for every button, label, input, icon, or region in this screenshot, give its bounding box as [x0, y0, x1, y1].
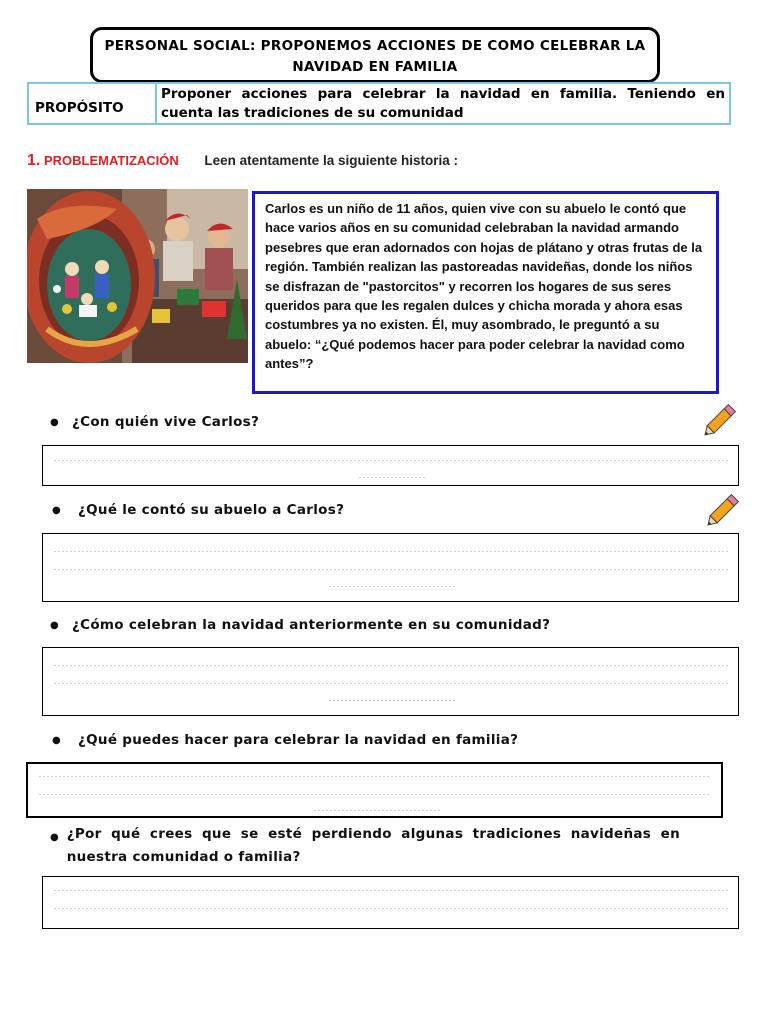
question-4 [52, 732, 518, 748]
question-3 [50, 617, 550, 633]
answer-line [53, 890, 728, 891]
title-line-2: NAVIDAD EN FAMILIA [292, 59, 458, 75]
answer-line [53, 569, 728, 570]
answer-line [38, 794, 711, 795]
question-text: ¿Por qué crees que se esté perdiendo algunas tradiciones navideñas en nuestra comunidad o familia? [66, 826, 680, 865]
answer-line [328, 586, 456, 587]
answer-box-1[interactable] [42, 445, 739, 486]
section-title: PROBLEMATIZACIÓN [43, 153, 179, 168]
page-title [90, 27, 660, 83]
answer-line [53, 551, 728, 552]
bullet: ● [50, 417, 60, 428]
bullet: ● [50, 832, 60, 843]
answer-line [38, 776, 711, 777]
answer-line [53, 460, 728, 461]
pencil-icon [702, 398, 742, 442]
nativity-family-photo [27, 189, 248, 363]
question-2 [52, 502, 344, 518]
bullet: ● [50, 620, 60, 631]
answer-line [53, 683, 728, 684]
story-text: Carlos es un niño de 11 años, quien vive con su abuelo le contó que hace varios años en su comunidad celebraban la navidad armando pesebres que eran adornados con hojas de plátano y otras frutas de la región. También realizan las pastoreadas navideñas, donde los niños se disfrazan de "pastorcitos" y recorren los hogares de sus seres queridos para que les regalen dulces y chicha morada y ahora esas costumbres ya no existen. Él, muy asombrado, le preguntó a su abuelo: “¿Qué podemos hacer para poder celebrar la navidad como antes”? [265, 201, 703, 372]
question-1 [50, 414, 259, 430]
answer-box-4[interactable] [26, 762, 723, 818]
answer-line [53, 665, 728, 666]
purpose-label: PROPÓSITO [29, 84, 157, 123]
answer-box-3[interactable] [42, 647, 739, 716]
question-text: ¿Cómo celebran la navidad anteriormente en su comunidad? [72, 617, 551, 633]
answer-line [358, 477, 426, 478]
answer-line [328, 700, 456, 701]
bullet: ● [52, 735, 62, 746]
question-text: ¿Con quién vive Carlos? [72, 414, 260, 430]
answer-box-5[interactable] [42, 876, 739, 929]
pencil-icon [705, 488, 745, 532]
title-line-1: PERSONAL SOCIAL: PROPONEMOS ACCIONES DE COMO CELEBRAR LA [104, 38, 646, 54]
story-box [252, 191, 719, 394]
section-instruction: Leen atentamente la siguiente historia : [204, 153, 458, 168]
question-5 [50, 823, 680, 869]
answer-line [313, 810, 441, 811]
answer-line [53, 908, 728, 909]
section-number: 1. [27, 152, 41, 169]
question-text: ¿Qué le contó su abuelo a Carlos? [78, 502, 345, 518]
purpose-table [27, 82, 731, 125]
section-heading [27, 152, 458, 170]
question-text: ¿Qué puedes hacer para celebrar la navidad en familia? [78, 732, 519, 748]
answer-box-2[interactable] [42, 533, 739, 602]
bullet: ● [52, 505, 62, 516]
purpose-text: Proponer acciones para celebrar la navidad en familia. Teniendo en cuenta las tradiciones de su comunidad [161, 86, 725, 121]
